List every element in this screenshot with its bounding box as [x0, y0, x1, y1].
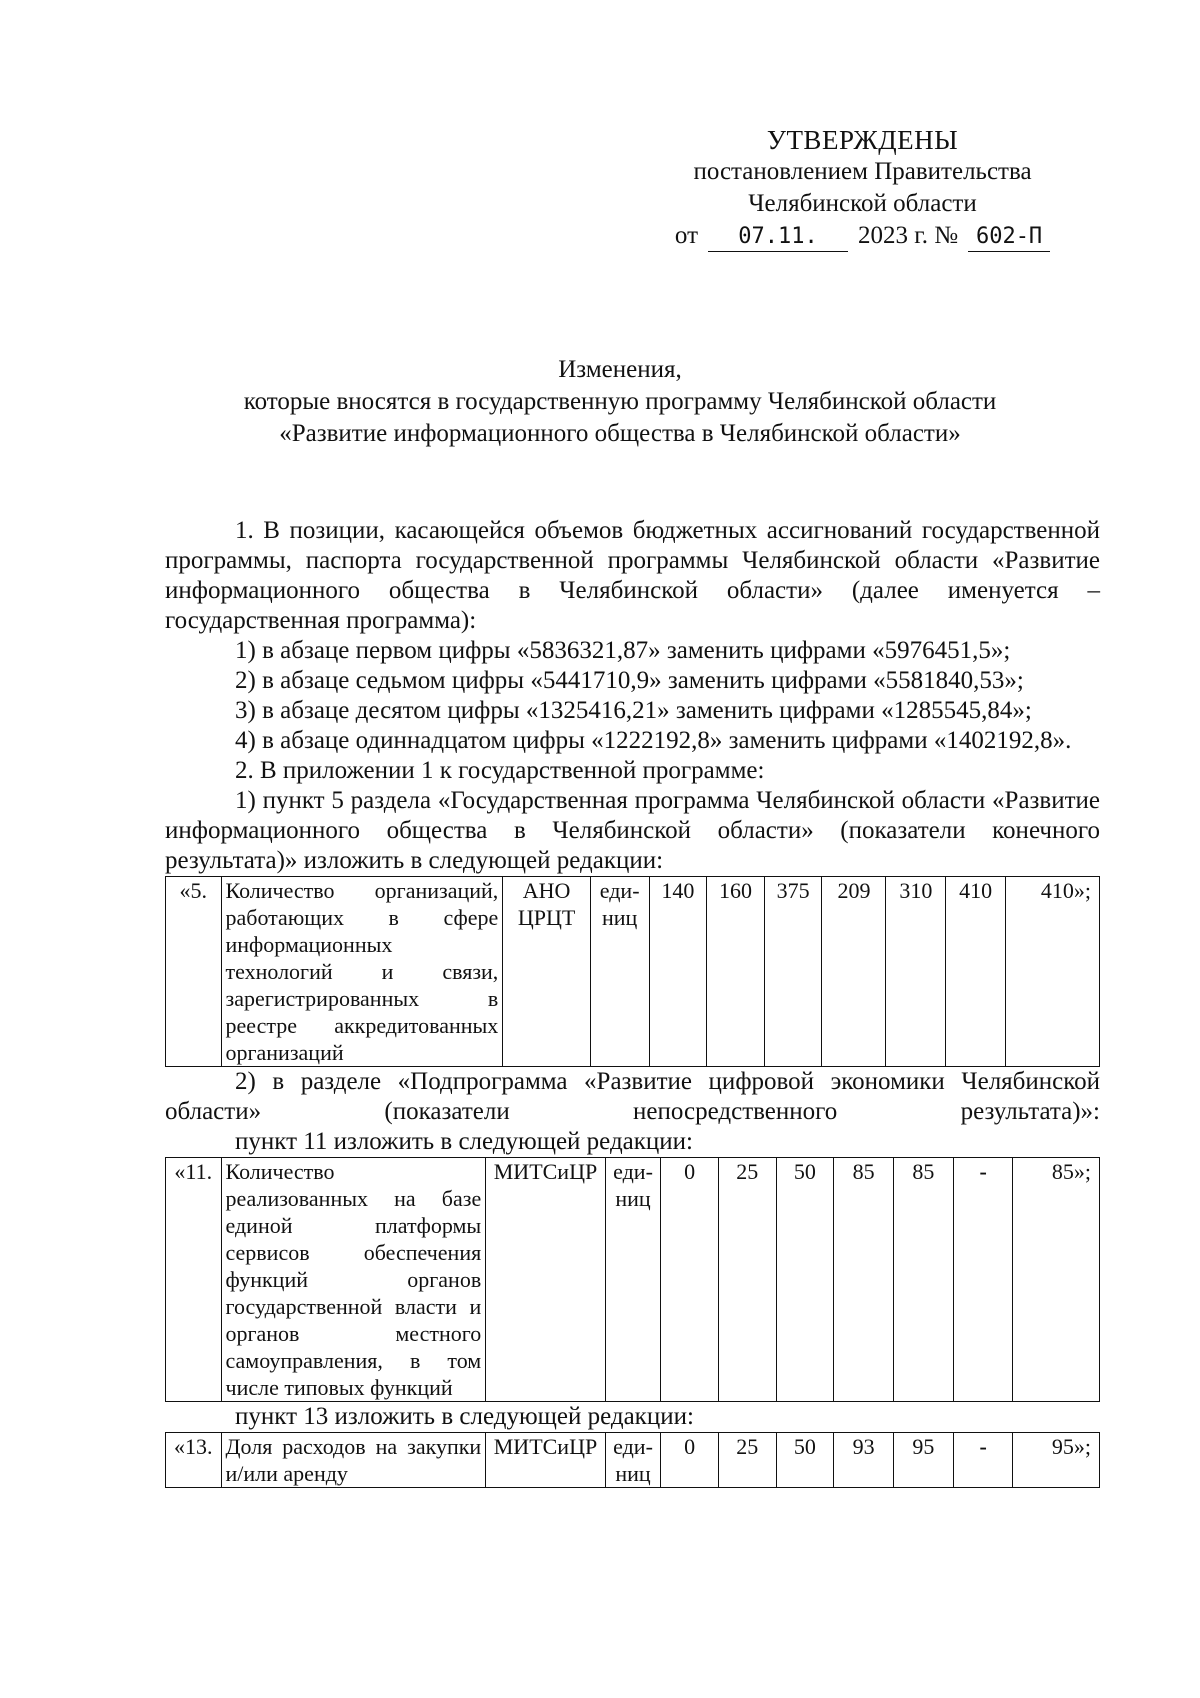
table-row	[166, 1158, 1100, 1402]
value-cell: 25	[718, 1158, 776, 1402]
section-2-sub-13: пункт 13 изложить в следующей редакции:	[235, 1403, 694, 1430]
document-heading	[120, 354, 1120, 450]
row-number: «5.	[166, 877, 222, 1067]
value-cell: 0	[661, 1158, 719, 1402]
value-cell: -	[953, 1158, 1013, 1402]
section-1-intro: 1. В позиции, касающейся объемов бюджетных ассигнований государственной программы, паспорта государственной программы Челябинской области «Развитие информационного общества в Челябинской области» (далее именуется – государственная программа):	[165, 517, 1100, 634]
indicator-table-5	[165, 876, 1100, 1067]
value-cell: 85»;	[1013, 1158, 1100, 1402]
table-row	[166, 1433, 1100, 1488]
unit: еди- ниц	[590, 877, 649, 1067]
heading-line-3: «Развитие информационного общества в Челябинской области»	[279, 420, 961, 447]
section-1-item-4: 4) в абзаце одиннадцатом цифры «1222192,8» заменить цифрами «1402192,8».	[235, 727, 1072, 754]
value-cell: -	[953, 1433, 1013, 1488]
section-1-item-3: 3) в абзаце десятом цифры «1325416,21» заменить цифрами «1285545,84»;	[235, 697, 1032, 724]
approval-block	[610, 124, 1115, 252]
value-cell: 0	[661, 1433, 719, 1488]
document-body	[165, 516, 1100, 1488]
indicator-name: Количество организаций, работающих в сфере информационных технологий и связи, зарегистрированных в реестре аккредитованных организаций	[221, 877, 503, 1067]
value-cell: 209	[822, 877, 886, 1067]
value-cell: 375	[764, 877, 822, 1067]
table-row	[166, 877, 1100, 1067]
section-1-item-1: 1) в абзаце первом цифры «5836321,87» заменить цифрами «5976451,5»;	[235, 637, 1011, 664]
row-number: «13.	[166, 1433, 222, 1488]
value-cell: 25	[718, 1433, 776, 1488]
approval-line-1: постановлением Правительства	[693, 158, 1032, 185]
section-2-sub-11: пункт 11 изложить в следующей редакции:	[235, 1128, 693, 1155]
section-2-item-1: 1) пункт 5 раздела «Государственная программа Челябинской области «Развитие информационного общества в Челябинской области» (показатели конечного результата)» изложить в следующей редакции:	[165, 787, 1100, 874]
value-cell: 160	[707, 877, 765, 1067]
value-cell: 310	[886, 877, 946, 1067]
value-cell: 85	[893, 1158, 953, 1402]
number-field: 602-П	[968, 223, 1050, 252]
value-cell: 93	[834, 1433, 894, 1488]
from-label: от	[674, 222, 699, 249]
responsible-org: МИТСиЦР	[486, 1158, 606, 1402]
row-number: «11.	[166, 1158, 222, 1402]
unit: еди- ниц	[605, 1433, 661, 1488]
heading-line-1: Изменения,	[558, 356, 682, 383]
year-label: 2023 г. №	[858, 222, 959, 249]
approval-title: УТВЕРЖДЕНЫ	[766, 125, 959, 155]
indicator-table-11	[165, 1157, 1100, 1402]
approval-line-2: Челябинской области	[748, 190, 977, 217]
unit: еди- ниц	[605, 1158, 661, 1402]
responsible-org: МИТСиЦР	[486, 1433, 606, 1488]
value-cell: 85	[834, 1158, 894, 1402]
value-cell: 95	[893, 1433, 953, 1488]
section-2-item-2: 2) в разделе «Подпрограмма «Развитие цифровой экономики Челябинской области» (показатели непосредственного результата)»:	[165, 1068, 1100, 1125]
value-cell: 50	[776, 1158, 834, 1402]
indicator-name: Количество реализованных на базе единой платформы сервисов обеспечения функций органов государственной власти и органов местного самоуправления, в том числе типовых функций	[221, 1158, 486, 1402]
indicator-name: Доля расходов на закупки и/или аренду	[221, 1433, 486, 1488]
value-cell: 410	[946, 877, 1006, 1067]
responsible-org: АНО ЦРЦТ	[503, 877, 591, 1067]
indicator-table-13	[165, 1432, 1100, 1488]
value-cell: 410»;	[1006, 877, 1100, 1067]
section-1-item-2: 2) в абзаце седьмом цифры «5441710,9» заменить цифрами «5581840,53»;	[235, 667, 1024, 694]
value-cell: 95»;	[1013, 1433, 1100, 1488]
heading-line-2: которые вносятся в государственную программу Челябинской области	[243, 388, 997, 415]
value-cell: 140	[649, 877, 707, 1067]
value-cell: 50	[776, 1433, 834, 1488]
date-field: 07.11.	[708, 223, 848, 252]
approval-date-line	[610, 220, 1115, 252]
section-2-intro: 2. В приложении 1 к государственной программе:	[235, 757, 765, 784]
